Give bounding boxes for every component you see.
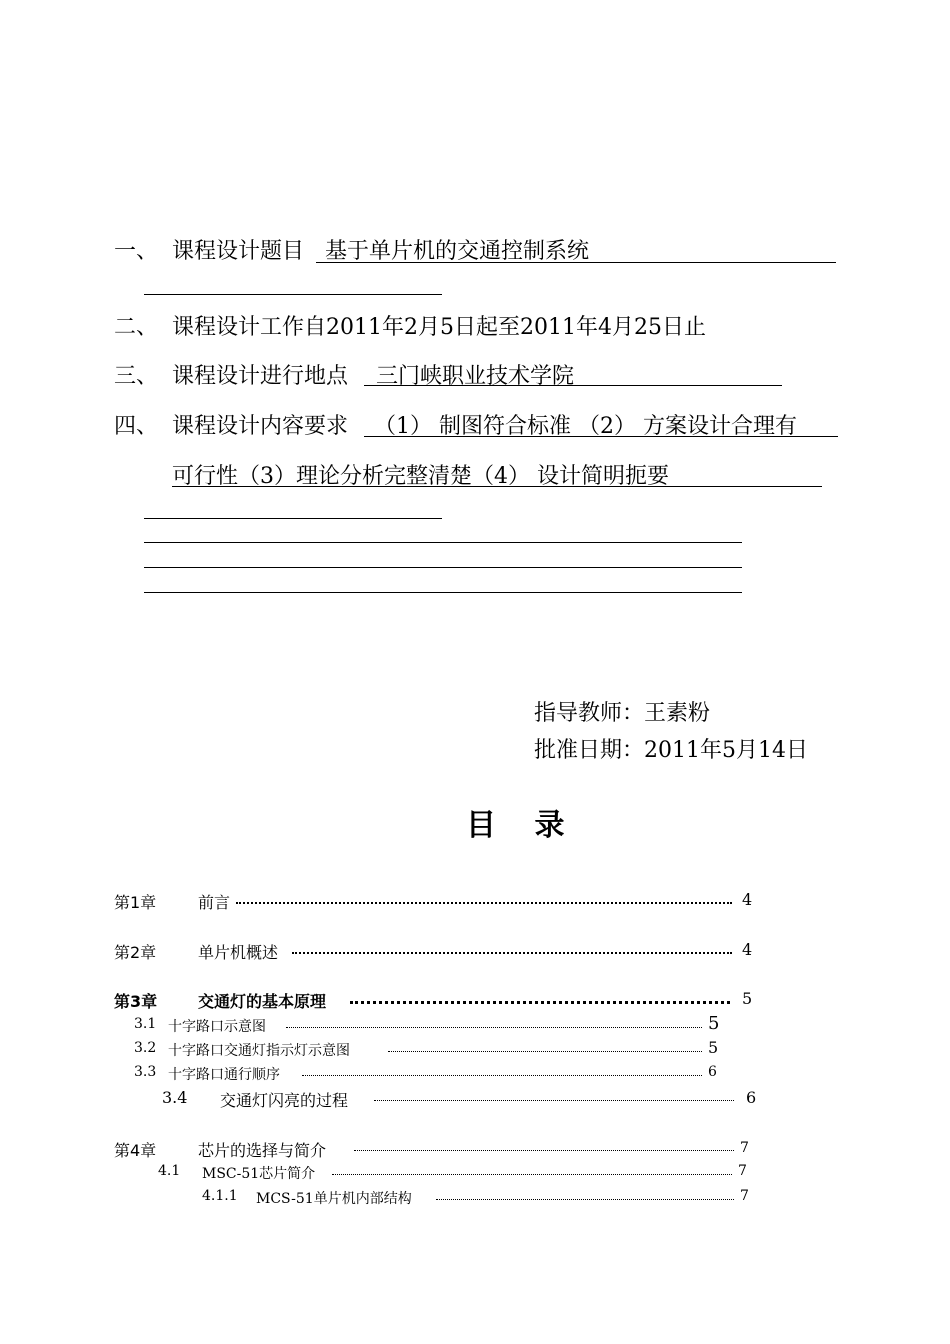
toc-label: 第1章 bbox=[114, 893, 157, 912]
toc-page: 4 bbox=[742, 940, 753, 959]
item-3-label: 课程设计进行地点 bbox=[172, 364, 349, 389]
item-4-num: 四、 bbox=[114, 414, 159, 439]
toc-title: 芯片的选择与简介 bbox=[198, 1141, 327, 1160]
blank-line-3 bbox=[144, 542, 742, 543]
toc-label: 3.2 bbox=[134, 1040, 157, 1056]
toc-title: 十字路口通行顺序 bbox=[168, 1067, 280, 1083]
toc-leader bbox=[286, 1027, 702, 1028]
toc-title: 目 录 bbox=[466, 808, 579, 843]
item-4-underline-1 bbox=[364, 436, 838, 437]
toc-page: 7 bbox=[738, 1163, 747, 1179]
toc-page: 4 bbox=[742, 890, 753, 909]
item-4-value-line1: （1） 制图符合标准 （2） 方案设计合理有 bbox=[374, 414, 797, 439]
toc-leader bbox=[436, 1199, 734, 1200]
blank-line-4 bbox=[144, 567, 742, 568]
toc-label: 第4章 bbox=[114, 1141, 157, 1160]
toc-page: 5 bbox=[708, 1038, 719, 1057]
item-3-underline bbox=[364, 385, 782, 386]
toc-title: 交通灯的基本原理 bbox=[198, 992, 327, 1011]
item-3-num: 三、 bbox=[114, 364, 159, 389]
toc-leader bbox=[354, 1150, 734, 1151]
item-3-value: 三门峡职业技术学院 bbox=[376, 364, 575, 389]
toc-title: 前言 bbox=[198, 893, 231, 912]
toc-title: 十字路口示意图 bbox=[168, 1019, 266, 1035]
approval-date-line: 批准日期：2011年5月14日 bbox=[534, 738, 808, 763]
toc-label: 3.3 bbox=[134, 1064, 157, 1080]
toc-title: MCS-51单片机内部结构 bbox=[256, 1191, 412, 1207]
advisor-line: 指导教师：王素粉 bbox=[534, 701, 711, 726]
toc-title: 交通灯闪亮的过程 bbox=[220, 1091, 349, 1110]
item-1-underline bbox=[316, 262, 836, 263]
toc-page: 5 bbox=[742, 989, 753, 1008]
item-2-num: 二、 bbox=[114, 315, 159, 340]
toc-title: 十字路口交通灯指示灯示意图 bbox=[168, 1043, 350, 1059]
toc-leader bbox=[302, 1075, 702, 1076]
item-4-underline-2 bbox=[172, 486, 822, 487]
blank-line-5 bbox=[144, 592, 742, 593]
item-4-value-line2: 可行性（3）理论分析完整清楚（4） 设计简明扼要 bbox=[172, 464, 669, 489]
toc-label: 第2章 bbox=[114, 943, 157, 962]
toc-page: 6 bbox=[708, 1064, 717, 1080]
blank-line-2 bbox=[144, 518, 442, 519]
toc-leader bbox=[374, 1100, 734, 1101]
toc-title: MSC-51芯片简介 bbox=[202, 1166, 316, 1182]
toc-title: 单片机概述 bbox=[198, 943, 279, 962]
item-1-label: 课程设计题目 bbox=[172, 239, 305, 264]
item-1-num: 一、 bbox=[114, 239, 159, 264]
toc-label: 4.1.1 bbox=[202, 1188, 238, 1204]
blank-line-1 bbox=[144, 294, 442, 295]
toc-page: 5 bbox=[708, 1013, 720, 1034]
toc-leader bbox=[332, 1174, 732, 1175]
toc-label: 第3章 bbox=[114, 992, 158, 1011]
toc-page: 6 bbox=[746, 1088, 757, 1107]
toc-label: 4.1 bbox=[158, 1163, 181, 1179]
item-2-label: 课程设计工作自2011年2月5日起至2011年4月25日止 bbox=[172, 315, 706, 340]
toc-label: 3.1 bbox=[134, 1016, 157, 1032]
toc-page: 7 bbox=[740, 1188, 749, 1204]
toc-leader bbox=[350, 1001, 730, 1004]
item-4-label: 课程设计内容要求 bbox=[172, 414, 349, 439]
toc-leader bbox=[388, 1051, 702, 1052]
item-1-value: 基于单片机的交通控制系统 bbox=[325, 239, 590, 264]
toc-leader bbox=[236, 902, 732, 904]
toc-leader bbox=[292, 952, 732, 954]
toc-label: 3.4 bbox=[162, 1088, 188, 1107]
toc-page: 7 bbox=[740, 1140, 749, 1156]
